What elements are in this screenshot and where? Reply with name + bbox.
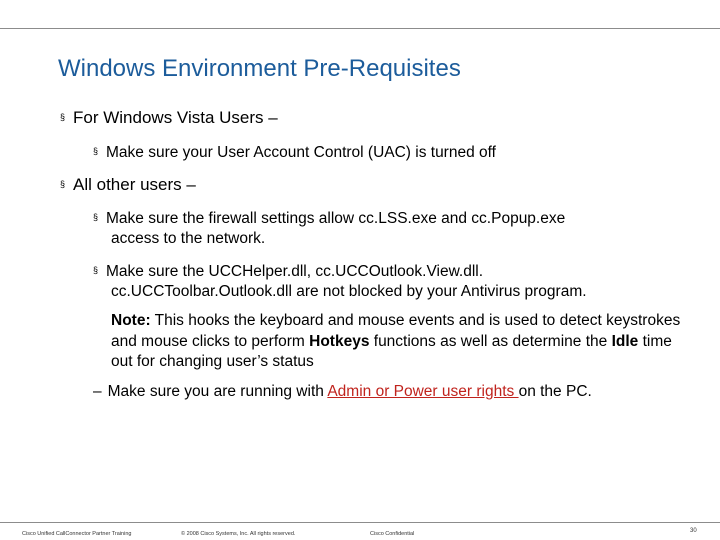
- sub-bullet-line2: access to the network.: [111, 230, 266, 247]
- sub-bullet-line1: Make sure the firewall settings allow cc.LSS.exe and cc.Popup.exe: [106, 210, 566, 227]
- sub-bullet-text: Make sure your User Account Control (UAC) is turned off: [106, 144, 496, 161]
- sub-bullet-dlls: [93, 260, 693, 302]
- dash-text-post: on the PC.: [518, 383, 592, 400]
- note-label: Note:: [111, 312, 151, 329]
- footer-confidential: Cisco Confidential: [370, 531, 415, 537]
- dash-item-admin-rights: [93, 383, 592, 401]
- bullet-marker: §: [60, 112, 66, 122]
- bullet-text: For Windows Vista Users –: [73, 108, 278, 127]
- note-hotkeys: Hotkeys: [309, 332, 370, 350]
- sub-bullet-line2: cc.UCCToolbar.Outlook.dll are not blocked by your Antivirus program.: [111, 283, 587, 300]
- sub-bullet-uac: [93, 141, 693, 163]
- footer-left: Cisco Unified CallConnector Partner Training: [22, 531, 132, 537]
- sub-bullet-firewall: [93, 207, 693, 249]
- note-text-3: time out for changing user’s status: [111, 332, 672, 370]
- page-number: 30: [690, 528, 697, 534]
- note-text-1: This hooks the keyboard and mouse events and is used to detect keystrokes and mouse clicks to perform: [111, 312, 681, 350]
- slide-title: Windows Environment Pre-Requisites: [58, 55, 461, 82]
- bullet-marker: §: [60, 179, 66, 189]
- bullet-other-users: [60, 175, 196, 195]
- sub-bullet-marker: §: [93, 265, 99, 275]
- sub-bullet-line1: Make sure the UCCHelper.dll, cc.UCCOutlook.View.dll.: [106, 263, 484, 280]
- sub-bullet-marker: §: [93, 146, 99, 156]
- bullet-vista-users: [60, 108, 278, 128]
- bottom-rule: [0, 522, 720, 523]
- sub-bullet-marker: §: [93, 212, 99, 222]
- admin-rights-link[interactable]: Admin or Power user rights: [327, 383, 519, 400]
- top-rule: [0, 28, 720, 29]
- bullet-text: All other users –: [73, 175, 196, 194]
- note-text-2: functions as well as determine the: [369, 332, 612, 350]
- dash-text-pre: Make sure you are running with: [107, 383, 328, 400]
- note-paragraph: [111, 311, 681, 373]
- footer-copyright: © 2008 Cisco Systems, Inc. All rights reserved.: [181, 531, 296, 537]
- dash-marker: –: [93, 383, 102, 400]
- note-idle: Idle: [611, 332, 639, 350]
